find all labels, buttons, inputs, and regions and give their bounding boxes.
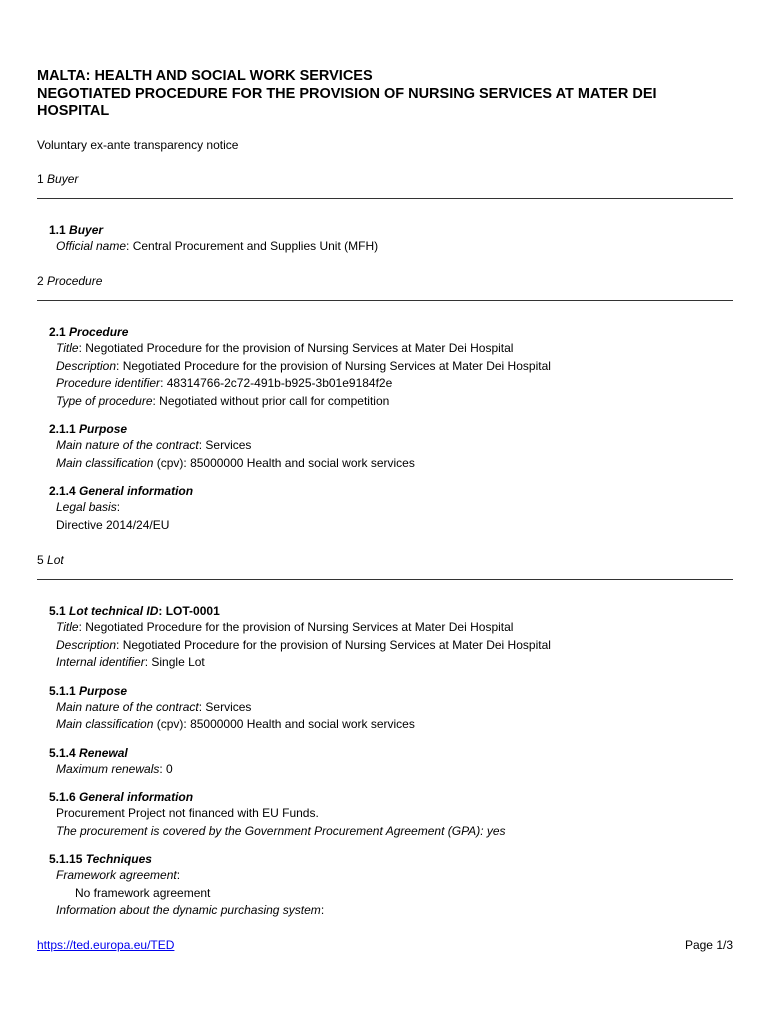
field-label: Main nature of the contract: [56, 699, 199, 714]
field-code: (cpv): [156, 455, 184, 470]
subsection-number: 1.1: [49, 222, 66, 237]
field-lot-main-nature: Main nature of the contract: Services: [56, 699, 252, 714]
field-label: Official name: [56, 238, 127, 253]
subsection-heading-lot-purpose: [49, 683, 733, 699]
section-name: Lot: [47, 553, 64, 567]
field-value: Central Procurement and Supplies Unit (MFH): [132, 238, 379, 253]
field-value: 0: [166, 761, 173, 776]
subsection-name: Buyer: [69, 222, 104, 237]
field-value: Negotiated Procedure for the provision of Nursing Services at Mater Dei Hospital: [122, 637, 551, 652]
page-title: [37, 68, 733, 121]
section-number: 5: [37, 553, 44, 567]
subsection-name: Purpose: [79, 422, 128, 436]
subsection-number: 2.1.1: [49, 422, 76, 436]
subsection-name: General information: [79, 484, 194, 498]
field-label: Legal basis: [56, 500, 117, 514]
field-lot-main-classification: Main classification (cpv): 85000000 Health and social work services: [56, 717, 415, 731]
subsection-number: 5.1.4: [49, 745, 76, 760]
field-label: Maximum renewals: [56, 761, 160, 776]
section-heading-buyer: [37, 172, 733, 187]
subsection-heading-lot-id: 5.1 Lot technical ID: LOT-0001: [49, 604, 220, 618]
field-value: yes: [486, 823, 506, 838]
field-value: 85000000 Health and social work services: [190, 455, 415, 470]
subsection-name: Techniques: [85, 852, 152, 866]
section-number: 2: [37, 274, 44, 288]
field-framework-agreement-value: No framework agreement: [75, 885, 211, 900]
field-label: Type of procedure: [56, 393, 153, 408]
document-page: [37, 68, 733, 920]
subsection-number: 2.1: [49, 325, 66, 339]
field-legal-basis-label: Legal basis:: [56, 500, 121, 514]
subsection-heading-lot-general-information: [49, 789, 733, 805]
field-label: Description: [56, 358, 117, 373]
subsection-number: 2.1.4: [49, 484, 76, 498]
field-main-nature: Main nature of the contract: Services: [56, 438, 252, 452]
field-value: Services: [205, 699, 252, 714]
field-label: Framework agreement: [56, 868, 177, 882]
field-label: Main classification: [56, 717, 154, 731]
subsection-heading-procedure: [49, 324, 733, 340]
subsection-number: 5.1.15: [49, 852, 83, 866]
field-internal-identifier: Internal identifier: Single Lot: [56, 655, 205, 669]
subsection-heading-renewal: [49, 745, 733, 761]
field-lot-description: Description: Negotiated Procedure for the provision of Nursing Services at Mater Dei Hospital: [56, 637, 551, 652]
section-name: Buyer: [47, 171, 79, 186]
section-heading-procedure: [37, 274, 733, 289]
field-value: 85000000 Health and social work services: [190, 717, 415, 731]
subsection-number: 5.1.6: [49, 790, 76, 804]
field-value: Negotiated Procedure for the provision of Nursing Services at Mater Dei Hospital: [122, 358, 551, 373]
field-label: Main nature of the contract: [56, 438, 199, 452]
field-dynamic-purchasing-label: Information about the dynamic purchasing system:: [56, 903, 325, 917]
subsection-name: Procedure: [69, 325, 129, 339]
notice-type: Voluntary ex-ante transparency notice: [37, 137, 239, 152]
subsection-name: Lot technical ID: [69, 604, 159, 618]
field-label: Description: [56, 637, 117, 652]
subsection-heading-buyer: [49, 222, 733, 238]
field-main-classification: Main classification (cpv): 85000000 Health and social work services: [56, 455, 415, 470]
field-label: Procedure identifier: [56, 376, 161, 390]
section-number: 1: [37, 171, 44, 186]
field-value: Negotiated without prior call for competition: [159, 393, 390, 408]
title-line-procedure: NEGOTIATED PROCEDURE FOR THE PROVISION OF NURSING SERVICES AT MATER DEI: [37, 85, 657, 102]
field-label: Main classification: [56, 455, 154, 470]
field-label: Title: [56, 620, 79, 634]
section-divider: [37, 579, 733, 580]
subsection-number: 5.1: [49, 604, 66, 618]
subsection-heading-techniques: [49, 851, 733, 867]
field-procedure-identifier: Procedure identifier: 48314766-2c72-491b-b925-3b01e9184f2e: [56, 376, 393, 390]
subsection-number: 5.1.1: [49, 683, 76, 698]
field-value: Services: [205, 438, 252, 452]
section-divider: [37, 300, 733, 301]
lot-id-value: LOT-0001: [165, 604, 220, 618]
field-value: Single Lot: [151, 655, 205, 669]
subsection-heading-purpose: [49, 421, 733, 437]
page-number: Page 1/3: [684, 938, 733, 952]
field-title: Title: Negotiated Procedure for the provision of Nursing Services at Mater Dei Hospital: [56, 341, 514, 355]
field-label: Information about the dynamic purchasing system: [56, 903, 321, 917]
field-official-name: Official name: Central Procurement and Supplies Unit (MFH): [56, 238, 379, 253]
section-divider: [37, 198, 733, 199]
subsection-name: Renewal: [79, 745, 128, 760]
field-label: Title: [56, 341, 79, 355]
title-line-hospital: HOSPITAL: [37, 103, 110, 119]
field-lot-title: Title: Negotiated Procedure for the provision of Nursing Services at Mater Dei Hospital: [56, 620, 514, 634]
page-footer: [37, 938, 733, 953]
section-name: Procedure: [47, 274, 103, 288]
field-legal-basis-value: Directive 2014/24/EU: [56, 517, 170, 532]
field-code: (cpv): [156, 717, 184, 731]
ted-link[interactable]: https://ted.europa.eu/TED: [37, 938, 175, 952]
field-eu-funds: Procurement Project not financed with EU Funds.: [56, 806, 319, 820]
field-maximum-renewals: Maximum renewals: 0: [56, 761, 173, 776]
subsection-name: General information: [79, 790, 194, 804]
field-description: Description: Negotiated Procedure for the provision of Nursing Services at Mater Dei Hospital: [56, 358, 551, 373]
subsection-name: Purpose: [79, 683, 128, 698]
subsection-heading-general-information: [49, 483, 733, 499]
section-heading-lot: [37, 553, 733, 568]
field-value: Negotiated Procedure for the provision of Nursing Services at Mater Dei Hospital: [85, 341, 514, 355]
field-label: Internal identifier: [56, 655, 145, 669]
field-label: The procurement is covered by the Government Procurement Agreement (GPA): [56, 823, 481, 838]
field-framework-agreement-label: Framework agreement:: [56, 868, 181, 882]
field-value: Negotiated Procedure for the provision of Nursing Services at Mater Dei Hospital: [85, 620, 514, 634]
title-line-country: MALTA: HEALTH AND SOCIAL WORK SERVICES: [37, 68, 373, 84]
field-type-of-procedure: Type of procedure: Negotiated without prior call for competition: [56, 393, 390, 408]
field-value: 48314766-2c72-491b-b925-3b01e9184f2e: [166, 376, 393, 390]
field-gpa: The procurement is covered by the Government Procurement Agreement (GPA): yes: [56, 823, 506, 838]
